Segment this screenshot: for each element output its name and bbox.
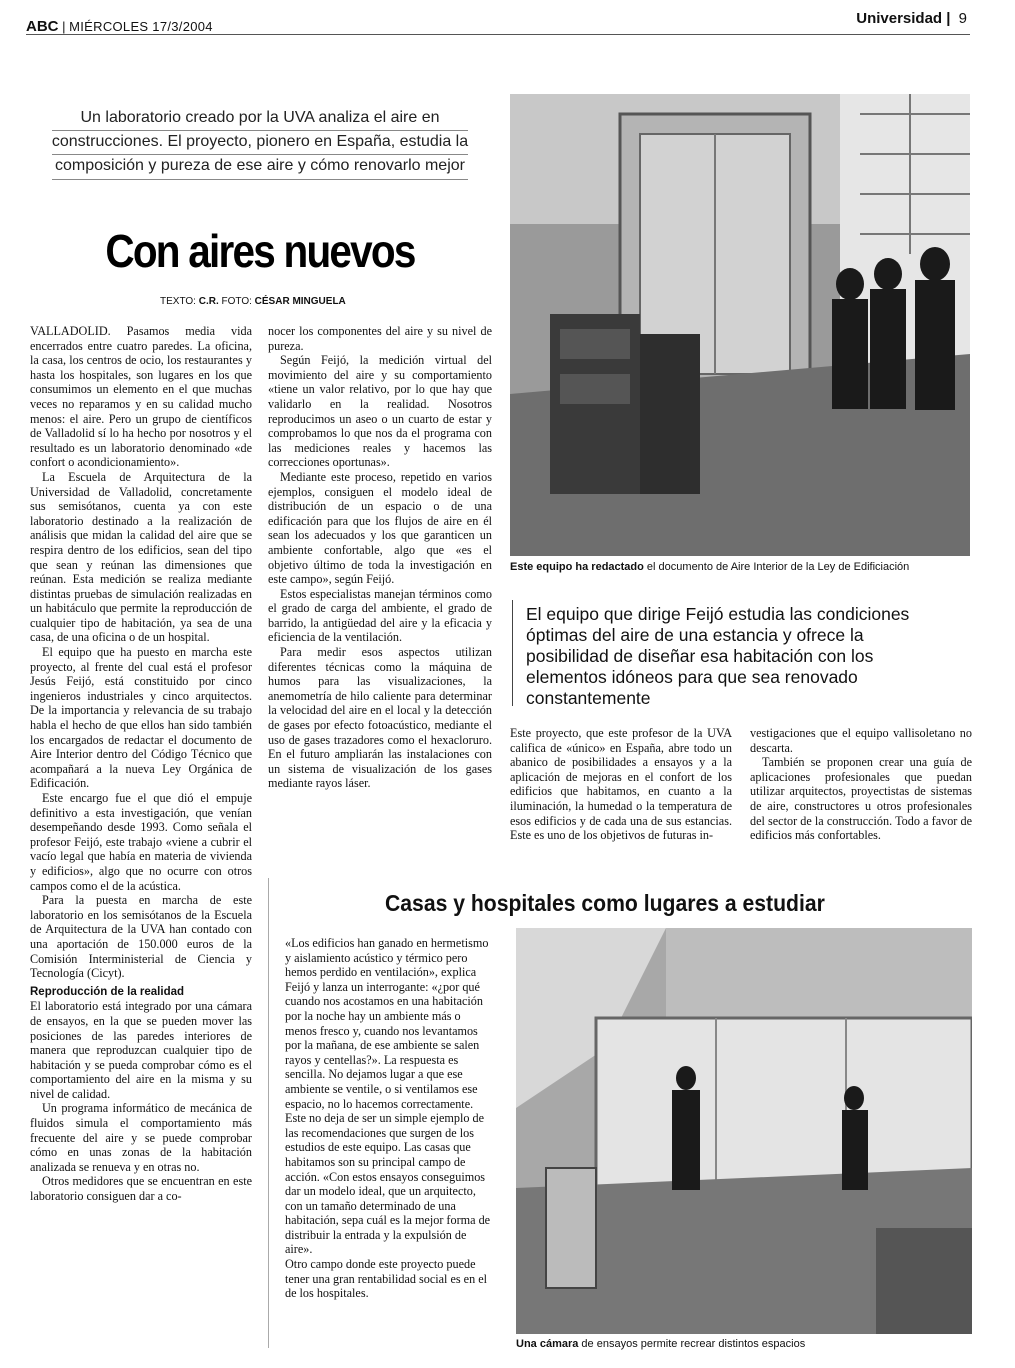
photo-label: FOTO:: [221, 296, 252, 307]
subtitle-underline: [52, 154, 468, 155]
body-paragraph: El equipo que ha puesto en marcha este proyecto, al frente del cual está el profesor Jesús Feijó, está constituido por cinco ingenieros industriales y cinco arquitectos. De la importancia y relevancia de su trabajo habla el hecho de que ellos han sido también los encargados de redactar el documento de Aire Interior dentro del Código Técnico que acompañará a la nueva Ley Orgánica de Edificación.: [30, 645, 252, 791]
body-column-3: [510, 726, 732, 843]
body-paragraph: vestigaciones que el equipo vallisoletano no descarta.: [750, 726, 972, 755]
body-column-4: [750, 726, 972, 843]
laboratory-team-photo-graphic: [510, 94, 970, 556]
laboratory-team-photo: [510, 94, 970, 556]
page-number: 9: [958, 10, 967, 27]
body-paragraph: Estos especialistas manejan términos como el grado de carga del ambiente, el grado de barrido, la antigüedad del aire y la eficacia y eficiencia de la ventilación.: [268, 586, 492, 645]
body-paragraph: VALLADOLID. Pasamos media vida encerrados entre cuatro paredes. La oficina, la casa, los centros de ocio, los restaurantes y hasta los hospitales, son lugares en los que consumimos un elemento en el que muchas veces no reparamos y en su calidad mucho menos: el aire. Pero un grupo de científicos de Valladolid sí lo ha hecho por nosotros y el resultado es un laboratorio denominado «de confort o acondicionamiento».: [30, 324, 252, 470]
header-separator-right: |: [946, 10, 951, 27]
body-paragraph: También se proponen crear una guía de aplicaciones profesionales que puedan utilizar arquitectos, proyectistas de sistemas de aire, constructores u otros profesionales del sector de la construcción. Todo a favor de edificios más confortables.: [750, 755, 972, 843]
body-paragraph: Para medir esos aspectos utilizan diferentes técnicas como la máquina de humos para las visualizaciones, la anemometría de hilo caliente para determinar la velocidad del aire en el local y la detección de gases por efecto fotoacústico, mediante el uso de gases trazadores como el hexacloruro. En el futuro ampliarán las instalaciones con un sistema de visualización de los gases mediante rayos láser.: [268, 645, 492, 791]
body-paragraph: El laboratorio está integrado por una cámara de ensayos, en la que se pueden mover las posiciones de las paredes interiores de manera que reproduzcan cualquier tipo de habitación y se pueda comprobar cómo es el comportamiento del aire en la misma y su nivel de calidad.: [30, 999, 252, 1101]
body-column-2: [268, 324, 492, 791]
pull-quote-rule: [512, 600, 513, 706]
photo-author: CÉSAR MINGUELA: [254, 296, 346, 307]
publication-name: ABC: [26, 18, 59, 35]
subtitle-underline: [52, 130, 468, 131]
caption-text: de ensayos permite recrear distintos espacios: [578, 1338, 806, 1350]
body-paragraph: Este proyecto, que este profesor de la UVA califica de «único» en España, abre todo un abanico de posibilidades a ensayos y a la aplicación de mejoras en el confort de los edificios que habitamos, en cuanto a la iluminación, la humedad o la temperatura de esos edificios y de cada una de sus estancias. Este es uno de los objetivos de futuras in-: [510, 726, 732, 843]
body-paragraph: Para la puesta en marcha de este laboratorio en los semisótanos de la Escuela de Arquitectura de la UVA han contado con una aportación de 150.000 euros de la Comisión Interministerial de Ciencia y Tecnología (Cicyt).: [30, 893, 252, 981]
photo-caption: [516, 1338, 805, 1350]
page-header-right: [856, 10, 967, 27]
caption-lead: Una cámara: [516, 1338, 579, 1350]
body-paragraph: Otro campo donde este proyecto puede tener una gran rentabilidad social es en el de los hospitales.: [285, 1257, 488, 1301]
secondary-headline: Casas y hospitales como lugares a estudiar: [385, 890, 825, 916]
body-paragraph: La Escuela de Arquitectura de la Universidad de Valladolid, concretamente sus semisótanos, cuenta ya con este laboratorio destinado a la realización de análisis que midan la calidad del aire que se respira dentro de los edificios, sean del tipo que sean y reúnan las dimensiones que reúnan. Esta medición se realiza mediante distintas pruebas de simulación realizadas en un habitáculo que permite la reproducción de cualquier tipo de habitación, ya sea de una casa, de una oficina o de un hospital.: [30, 469, 252, 645]
body-paragraph: Mediante este proceso, repetido en varios ejemplos, consiguen el modelo ideal de distribución de un espacio o de una edificación para que los flujos de aire en él sean los adecuados y los que garanticen un ambiente confortable, algo que «es el objetivo último de toda la investigación en este campo», según Feijó.: [268, 469, 492, 587]
header-rule: [26, 34, 970, 35]
article-credits: [160, 296, 346, 307]
body-paragraph: Otros medidores que se encuentran en este laboratorio consiguen dar a co-: [30, 1174, 252, 1204]
article-subtitle: [50, 106, 470, 178]
text-label: TEXTO:: [160, 296, 196, 307]
column-divider: [268, 878, 269, 1348]
header-separator: |: [62, 19, 70, 34]
body-paragraph: Según Feijó, la medición virtual del movimiento del aire y su comportamiento «tiene un valor relativo, por lo que hay que validarlo en la realidad. Nosotros reproducimos un aseo o un cuarto de estar y comprobamos lo que nos da el programa con las mediciones reales y hacemos las correcciones oportunas».: [268, 353, 492, 470]
publication-date: MIÉRCOLES 17/3/2004: [69, 19, 213, 34]
caption-lead: Este equipo ha redactado: [510, 561, 644, 573]
photo-caption: [510, 561, 909, 573]
test-chamber-photo-graphic: [516, 928, 972, 1334]
subtitle-underline: [52, 179, 468, 180]
body-column-1: [30, 324, 252, 1204]
body-paragraph: nocer los componentes del aire y su nivel de pureza.: [268, 324, 492, 353]
body-column-5: [285, 936, 495, 1301]
subtitle-line: composición y pureza de ese aire y cómo renovarlo mejor: [55, 157, 465, 174]
page-header-left: [26, 18, 213, 35]
article-headline: Con aires nuevos: [105, 225, 415, 277]
body-paragraph: «Los edificios han ganado en hermetismo y aislamiento acústico y térmico pero hemos perdido en ventilación», explica Feijó y lanza un interrogante: «¿por qué cuando nos acostamos en una habitación por la noche hay un ambiente más o menos fresco y, cuando nos levantamos por la mañana, de ese ambiente se salen rayos y centellas?». La respuesta es sencilla. No dejamos lugar a que ese ambiente se ventile, o si ventilamos ese espacio, no lo hacemos correctamente. Este no deja de ser un simple ejemplo de las recomendaciones que surgen de los estudios de este equipo. Las casas que habitamos son su principal campo de acción. «Con estos ensayos conseguimos dar un modelo ideal, que un arquitecto, con un tamaño determinado de una habitación, sepa cuál es la mejor forma de distribuir la entrada y la expulsión de aire».: [285, 936, 491, 1257]
text-author: C.R.: [198, 296, 219, 307]
subtitle-line: construcciones. El proyecto, pionero en España, estudia la: [51, 133, 469, 150]
section-subhead: Reproducción de la realidad: [30, 985, 185, 998]
body-paragraph: Un programa informático de mecánica de fluidos simula el comportamiento más frecuente del aire y se puede comprobar cómo en unas zonas de la habitación analizada se renueva y en otras no.: [30, 1101, 252, 1174]
test-chamber-photo: [516, 928, 972, 1334]
subtitle-line: Un laboratorio creado por la UVA analiza el aire en: [80, 109, 440, 126]
caption-text: el documento de Aire Interior de la Ley de Edificiación: [643, 561, 910, 573]
pull-quote: El equipo que dirige Feijó estudia las condiciones óptimas del aire de una estancia y ofrece la posibilidad de diseñar esa habitación con los elementos idóneos para que sea renovado constantemente: [526, 604, 910, 708]
body-paragraph: Este encargo fue el que dió el empuje definitivo a esta investigación, que venían desempeñando desde 1993. Como señala el profesor Feijó, este trabajo «viene a cubrir el vacío legal que había en materia de vivienda y edificios», algo que no ocurre con otros campos como el de la acústica.: [30, 791, 252, 893]
section-name: Universidad: [856, 10, 943, 27]
